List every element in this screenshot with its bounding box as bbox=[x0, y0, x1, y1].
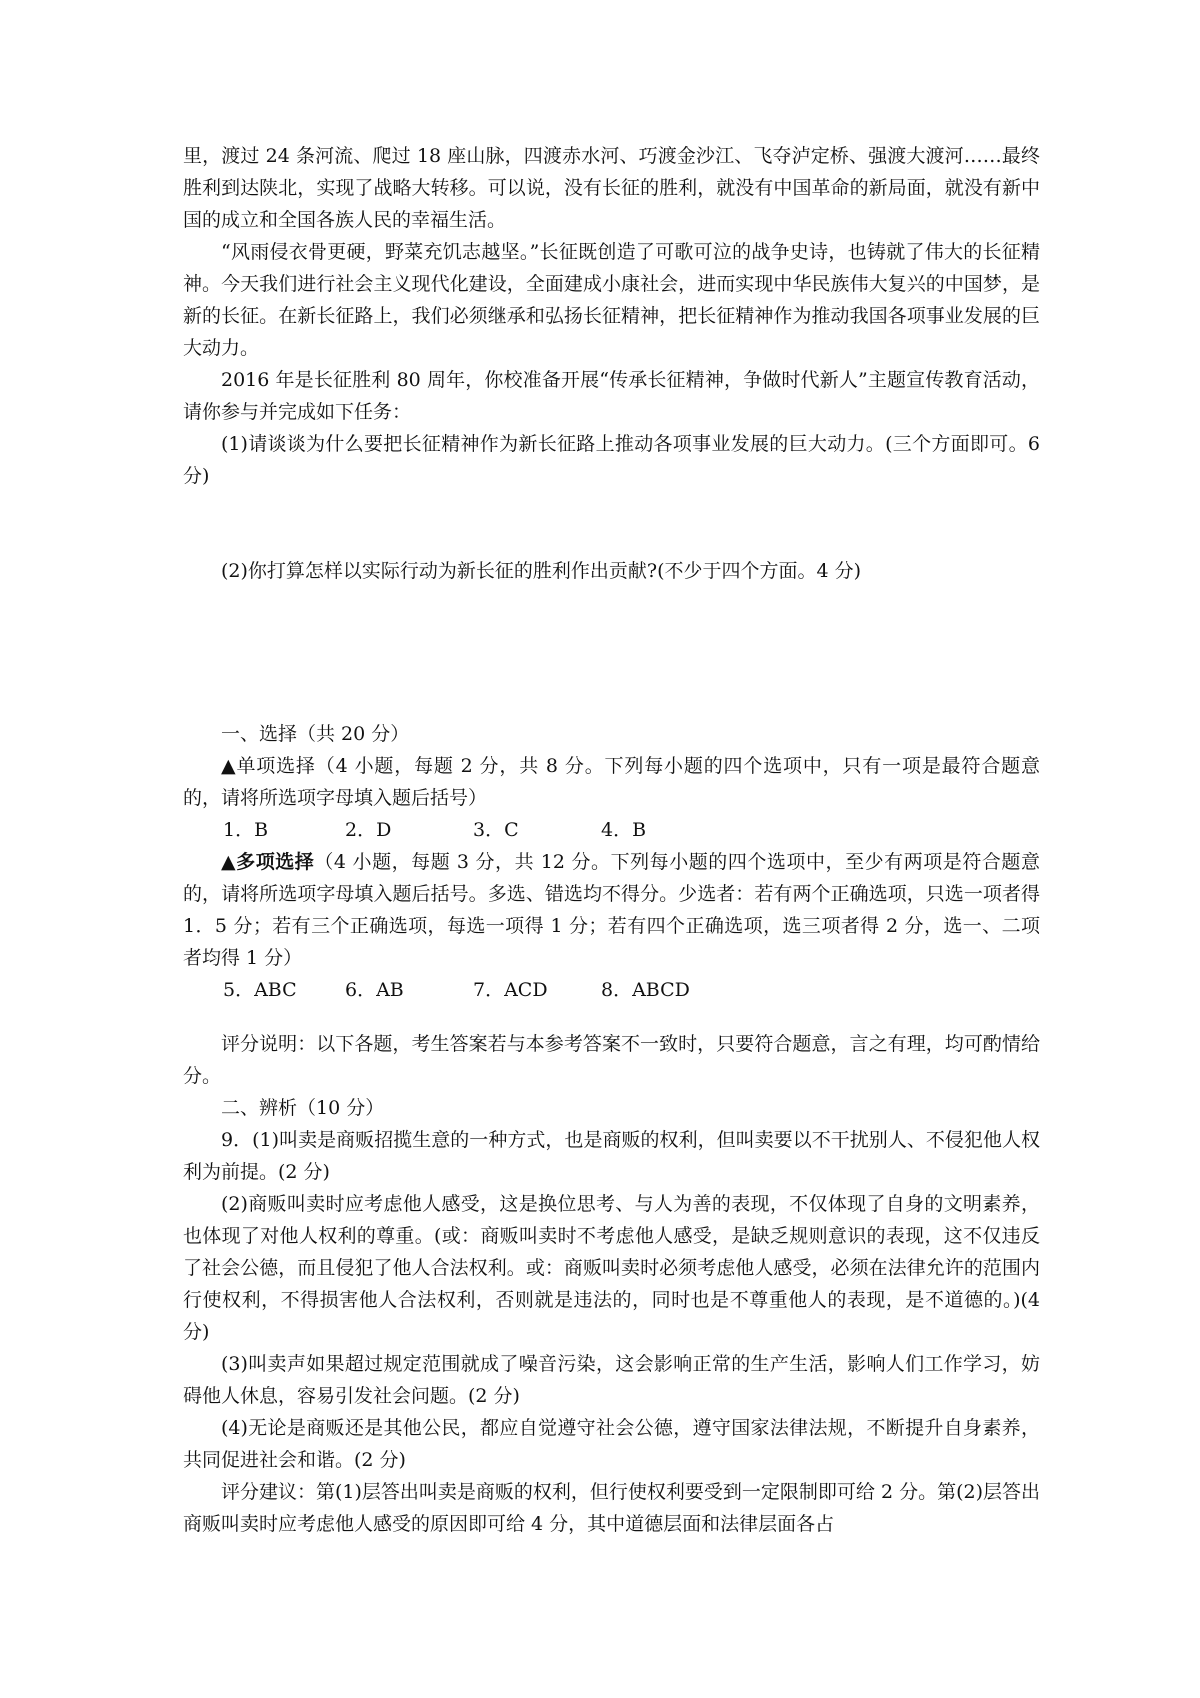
multi-choice-description: （4 小题，每题 3 分，共 12 分。下列每小题的四个选项中，至少有两项是符合题意的，请将所选项字母填入题后括号。多选、错选均不得分。少选者：若有两个正确选项，只选一项者得 1．5 分；若有三个正确选项，每选一项得 1 分；若有四个正确选项，选三项者得 2 分，选一、二项者均得 1 分） bbox=[183, 851, 1040, 969]
answer-9-part-3: (3)叫卖声如果超过规定范围就成了噪音污染，这会影响正常的生产生活，影响人们工作学习，妨碍他人休息，容易引发社会问题。(2 分) bbox=[183, 1353, 1040, 1407]
section-1-title: 一、选择（共 20 分） bbox=[221, 723, 410, 745]
answer-9-part-1: 9．(1)叫卖是商贩招揽生意的一种方式，也是商贩的权利，但叫卖要以不干扰别人、不侵犯他人权利为前提。(2 分) bbox=[183, 1129, 1040, 1183]
answer-9-part-2: (2)商贩叫卖时应考虑他人感受，这是换位思考、与人为善的表现，不仅体现了自身的文明素养，也体现了对他人权利的尊重。(或：商贩叫卖时不考虑他人感受，是缺乏规则意识的表现，这不仅违反了社会公德，而且侵犯了他人合法权利。或：商贩叫卖时必须考虑他人感受，必须在法律允许的范围内行使权利，不得损害他人合法权利，否则就是违法的，同时也是不尊重他人的表现，是不道德的。)(4 分) bbox=[183, 1193, 1040, 1343]
single-choice-heading: ▲单项选择 bbox=[221, 755, 316, 777]
passage-paragraph-3: 2016 年是长征胜利 80 周年，你校准备开展“传承长征精神，争做时代新人”主题宣传教育活动，请你参与并完成如下任务： bbox=[183, 369, 1040, 423]
passage-paragraph-2: “风雨侵衣骨更硬，野菜充饥志越坚。”长征既创造了可歌可泣的战争史诗，也铸就了伟大的长征精神。今天我们进行社会主义现代化建设，全面建成小康社会，进而实现中华民族伟大复兴的中国梦，是新的长征。在新长征路上，我们必须继承和弘扬长征精神，把长征精神作为推动我国各项事业发展的巨大动力。 bbox=[183, 241, 1040, 359]
scoring-note: 评分说明：以下各题，考生答案若与本参考答案不一致时，只要符合题意，言之有理，均可酌情给分。 bbox=[183, 1033, 1040, 1087]
section-2-title: 二、辨析（10 分） bbox=[221, 1097, 385, 1119]
question-2: (2)你打算怎样以实际行动为新长征的胜利作出贡献?(不少于四个方面。4 分) bbox=[221, 560, 862, 582]
multi-choice-instructions bbox=[183, 846, 1040, 974]
answer-item: 3．C bbox=[473, 819, 519, 841]
answer-item: 7．ACD bbox=[473, 979, 548, 1001]
single-choice-instructions bbox=[183, 750, 1040, 814]
answer-key bbox=[183, 718, 1040, 1006]
multi-choice-heading: ▲多项选择 bbox=[221, 851, 315, 873]
answer-9-part-4: (4)无论是商贩还是其他公民，都应自觉遵守社会公德，遵守国家法律法规，不断提升自身素养，共同促进社会和谐。(2 分) bbox=[183, 1417, 1040, 1471]
answer-item: 8．ABCD bbox=[601, 979, 690, 1001]
answer-item: 6．AB bbox=[345, 979, 404, 1001]
passage bbox=[183, 140, 1040, 492]
answer-item: 1．B bbox=[223, 819, 269, 841]
answer-item: 4．B bbox=[601, 819, 647, 841]
scoring-advice: 评分建议：第(1)层答出叫卖是商贩的权利，但行使权利要受到一定限制即可给 2 分。第(2)层答出商贩叫卖时应考虑他人感受的原因即可给 4 分，其中道德层面和法律层面各占 bbox=[183, 1481, 1040, 1535]
single-choice-description: （4 小题，每题 2 分，共 8 分。下列每小题的四个选项中，只有一项是最符合题意的，请将所选项字母填入题后括号） bbox=[183, 755, 1040, 809]
question-2-block bbox=[183, 555, 1040, 587]
answer-item: 5．ABC bbox=[223, 979, 297, 1001]
question-1: (1)请谈谈为什么要把长征精神作为新长征路上推动各项事业发展的巨大动力。(三个方面即可。6 分) bbox=[183, 433, 1040, 487]
passage-paragraph-1: 里，渡过 24 条河流、爬过 18 座山脉，四渡赤水河、巧渡金沙江、飞夺泸定桥、强渡大渡河……最终胜利到达陕北，实现了战略大转移。可以说，没有长征的胜利，就没有中国革命的新局面，就没有新中国的成立和全国各族人民的幸福生活。 bbox=[183, 145, 1040, 231]
multi-choice-answers bbox=[183, 974, 1040, 1006]
answer-key-part-2 bbox=[183, 1028, 1040, 1540]
answer-item: 2．D bbox=[345, 819, 392, 841]
single-choice-answers bbox=[183, 814, 1040, 846]
